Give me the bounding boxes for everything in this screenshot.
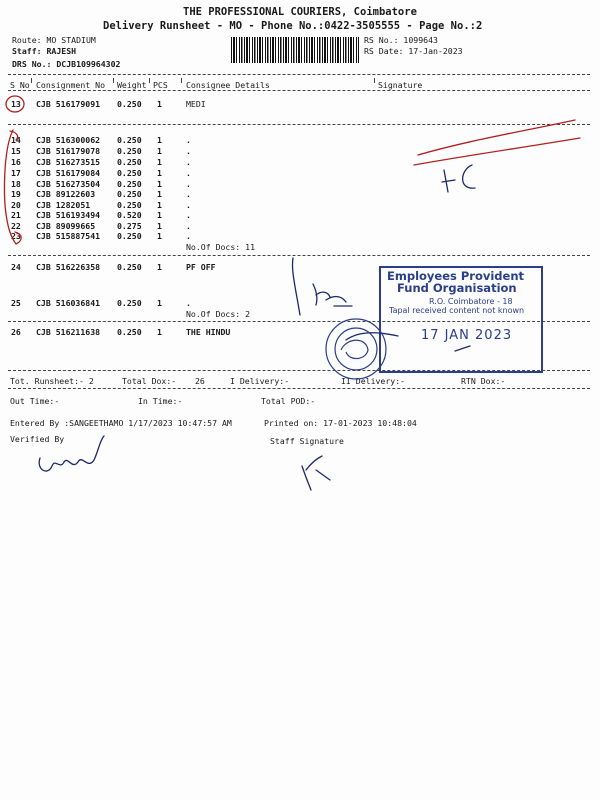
drs-number: DRS No.: DCJB109964302: [12, 59, 121, 69]
epfo-stamp: Employees Provident Fund Organisation R.O. Coimbatore - 18 Tapal received content not known 17 JAN 2023: [379, 266, 543, 373]
col-consignment: Consignment No: [36, 80, 106, 90]
document-title: Delivery Runsheet - MO - Phone No.:0422-3505555 - Page No.:2: [103, 20, 483, 32]
blue-signatures: [39, 165, 475, 490]
red-circles: [5, 96, 580, 244]
table-row: 14 CJB 516300062 0.250 1 .: [11, 135, 191, 145]
tot-runsheet: Tot. Runsheet:- 2: [10, 376, 94, 386]
col-pcs: PCS: [153, 80, 168, 90]
table-row: 19 CJB 89122603 0.250 1 .: [11, 189, 191, 199]
total-dox-label: Total Dox:-: [122, 376, 177, 386]
rs-date: RS Date: 17-Jan-2023: [364, 46, 463, 56]
col-weight: Weight: [117, 80, 147, 90]
col-signature: Signature: [378, 80, 423, 90]
table-row: 25 CJB 516036841 0.250 1 .: [11, 298, 191, 308]
table-row: 17 CJB 516179084 0.250 1 .: [11, 168, 191, 178]
table-row: 21 CJB 516193494 0.520 1 .: [11, 210, 191, 220]
company-name: THE PROFESSIONAL COURIERS, Coimbatore: [183, 6, 417, 18]
route-label: Route: MO STADIUM: [12, 35, 96, 45]
table-row: 23 CJB 515887541 0.250 1 .: [11, 231, 191, 241]
table-row: 26 CJB 516211638 0.250 1 THE HINDU: [11, 327, 231, 337]
docs-count-note: No.Of Docs: 2: [186, 309, 251, 319]
ii-delivery: II Delivery:-: [341, 376, 406, 386]
printed-on: Printed on: 17-01-2023 10:48:04: [264, 418, 417, 428]
staff-signature-label: Staff Signature: [270, 436, 344, 446]
in-time: In Time:-: [138, 396, 183, 406]
table-row: 20 CJB 1282051 0.250 1 .: [11, 200, 191, 210]
table-row: 13 CJB 516179091 0.250 1 MEDI: [11, 99, 206, 109]
table-row: 18 CJB 516273504 0.250 1 .: [11, 179, 191, 189]
rtn-dox: RTN Dox:-: [461, 376, 506, 386]
staff-label: Staff: RAJESH: [12, 46, 77, 56]
entered-by: Entered By :SANGEETHAMO 1/17/2023 10:47:57 AM: [10, 418, 232, 428]
col-sno: S No: [10, 80, 30, 90]
rs-number: RS No.: 1099643: [364, 35, 438, 45]
verified-by: Verified By: [10, 434, 65, 444]
out-time: Out Time:-: [10, 396, 60, 406]
table-row: 15 CJB 516179078 0.250 1 .: [11, 146, 191, 156]
table-row: 22 CJB 89099665 0.275 1 .: [11, 221, 191, 231]
col-consignee: Consignee Details: [186, 80, 270, 90]
table-row: 24 CJB 516226358 0.250 1 PF OFF: [11, 262, 216, 272]
docs-count-note: No.Of Docs: 11: [186, 242, 256, 252]
i-delivery: I Delivery:-: [230, 376, 290, 386]
table-row: 16 CJB 516273515 0.250 1 .: [11, 157, 191, 167]
total-pod: Total POD:-: [261, 396, 316, 406]
round-seal-icon: [326, 319, 386, 379]
total-dox-value: 26: [195, 376, 205, 386]
